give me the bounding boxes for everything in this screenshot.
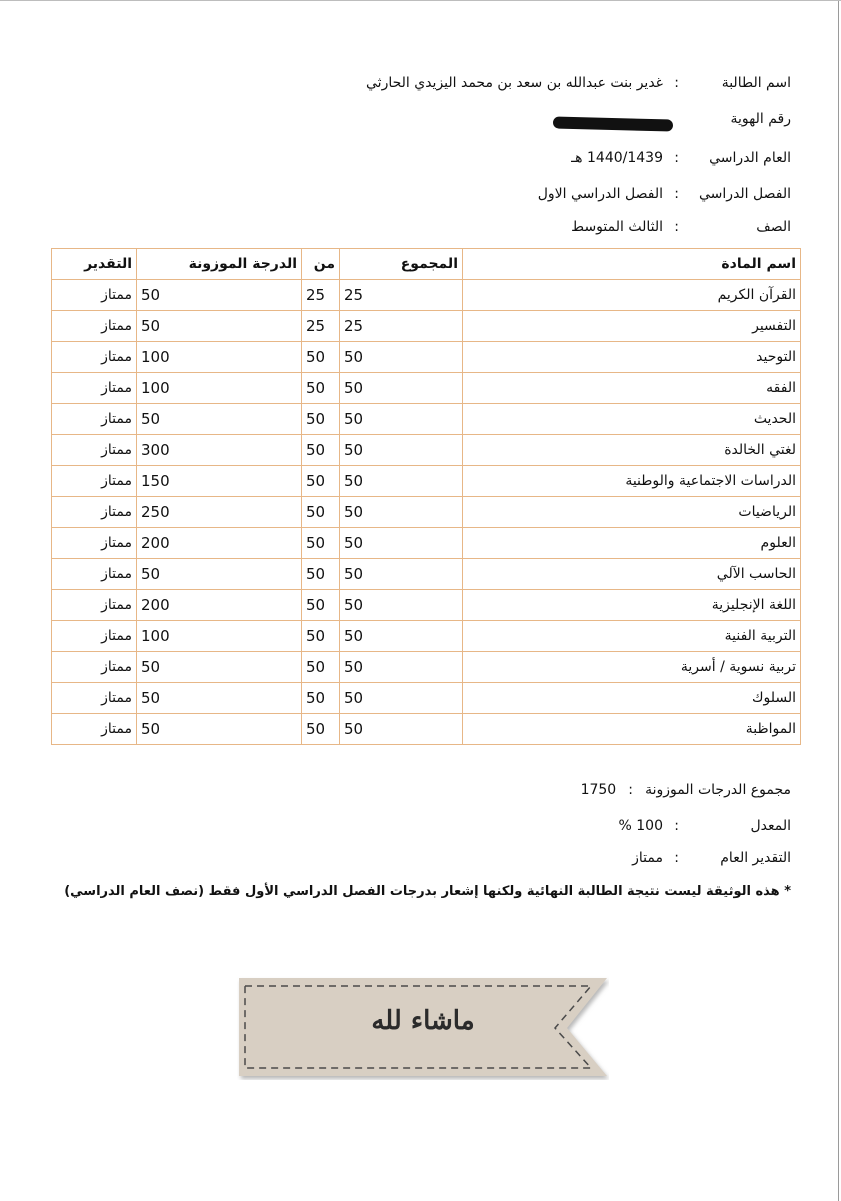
- disclaimer-note: * هذه الوثيقة ليست نتيجة الطالبة النهائية ولكنها إشعار بدرجات الفصل الدراسي الأول فقط (نصف العام الدراسي): [64, 884, 791, 899]
- class-row: الصف:الثالث المتوسط: [571, 219, 791, 235]
- grade-cell: ممتاز: [52, 342, 137, 373]
- grade-cell: ممتاز: [52, 559, 137, 590]
- year-label: العام الدراسي: [709, 150, 791, 166]
- weighted-cell: 250: [137, 497, 302, 528]
- table-row: [52, 528, 801, 559]
- weighted-cell: 50: [137, 714, 302, 745]
- weighted-sum-value: 1750: [580, 782, 617, 798]
- total-cell: 50: [340, 528, 463, 559]
- grade-cell: ممتاز: [52, 652, 137, 683]
- weighted-sum-row: مجموع الدرجات الموزونة : 1750: [580, 782, 791, 798]
- from-cell: 25: [302, 280, 340, 311]
- overall-grade-label: التقدير العام: [720, 850, 791, 866]
- grade-cell: ممتاز: [52, 590, 137, 621]
- weighted-cell: 200: [137, 590, 302, 621]
- header-from: من: [302, 249, 340, 280]
- from-cell: 50: [302, 621, 340, 652]
- subject-cell: القرآن الكريم: [463, 280, 801, 311]
- total-cell: 25: [340, 280, 463, 311]
- subject-cell: الرياضيات: [463, 497, 801, 528]
- term-row: الفصل الدراسي:الفصل الدراسي الاول: [537, 186, 791, 202]
- weighted-cell: 200: [137, 528, 302, 559]
- year-row: العام الدراسي:1440/1439 هـ: [571, 150, 791, 166]
- grade-cell: ممتاز: [52, 528, 137, 559]
- table-row: [52, 559, 801, 590]
- total-cell: 50: [340, 373, 463, 404]
- header-subject: اسم المادة: [463, 249, 801, 280]
- total-cell: 50: [340, 559, 463, 590]
- weighted-cell: 50: [137, 652, 302, 683]
- total-cell: 50: [340, 404, 463, 435]
- grade-cell: ممتاز: [52, 466, 137, 497]
- header-grade: التقدير: [52, 249, 137, 280]
- weighted-cell: 100: [137, 621, 302, 652]
- table-row: [52, 435, 801, 466]
- total-cell: 50: [340, 466, 463, 497]
- total-cell: 50: [340, 342, 463, 373]
- table-row: [52, 280, 801, 311]
- table-row: [52, 683, 801, 714]
- subject-cell: التفسير: [463, 311, 801, 342]
- from-cell: 50: [302, 342, 340, 373]
- from-cell: 50: [302, 559, 340, 590]
- from-cell: 50: [302, 714, 340, 745]
- table-row: [52, 311, 801, 342]
- subject-cell: الدراسات الاجتماعية والوطنية: [463, 466, 801, 497]
- from-cell: 25: [302, 311, 340, 342]
- table-row: [52, 497, 801, 528]
- weighted-cell: 100: [137, 373, 302, 404]
- average-label: المعدل: [750, 818, 791, 834]
- class-value: الثالث المتوسط: [571, 219, 663, 235]
- subject-cell: الفقه: [463, 373, 801, 404]
- weighted-sum-label: مجموع الدرجات الموزونة: [645, 782, 791, 798]
- weighted-cell: 300: [137, 435, 302, 466]
- grade-cell: ممتاز: [52, 280, 137, 311]
- subject-cell: تربية نسوية / أسرية: [463, 652, 801, 683]
- table-row: [52, 342, 801, 373]
- grade-cell: ممتاز: [52, 435, 137, 466]
- weighted-cell: 50: [137, 311, 302, 342]
- overall-grade-row: التقدير العام:ممتاز: [632, 850, 791, 866]
- total-cell: 50: [340, 497, 463, 528]
- subject-cell: السلوك: [463, 683, 801, 714]
- term-value: الفصل الدراسي الاول: [537, 186, 663, 202]
- subject-cell: الحاسب الآلي: [463, 559, 801, 590]
- total-cell: 25: [340, 311, 463, 342]
- total-cell: 50: [340, 714, 463, 745]
- total-cell: 50: [340, 621, 463, 652]
- student-name-label: اسم الطالبة: [721, 75, 791, 91]
- table-row: [52, 621, 801, 652]
- total-cell: 50: [340, 590, 463, 621]
- from-cell: 50: [302, 466, 340, 497]
- year-value: 1440/1439 هـ: [571, 150, 663, 166]
- weighted-cell: 50: [137, 280, 302, 311]
- total-cell: 50: [340, 652, 463, 683]
- from-cell: 50: [302, 404, 340, 435]
- weighted-cell: 50: [137, 559, 302, 590]
- from-cell: 50: [302, 373, 340, 404]
- student-name-value: غدير بنت عبدالله بن سعد بن محمد اليزيدي الحارثي: [366, 75, 663, 91]
- subject-cell: التربية الفنية: [463, 621, 801, 652]
- from-cell: 50: [302, 435, 340, 466]
- table-row: [52, 714, 801, 745]
- subject-cell: العلوم: [463, 528, 801, 559]
- grade-cell: ممتاز: [52, 404, 137, 435]
- subject-cell: لغتي الخالدة: [463, 435, 801, 466]
- weighted-cell: 50: [137, 404, 302, 435]
- subject-cell: الحديث: [463, 404, 801, 435]
- total-cell: 50: [340, 683, 463, 714]
- grades-table: [51, 248, 801, 745]
- grades-body: [52, 280, 801, 745]
- banner-text: ماشاء لله: [371, 1006, 475, 1036]
- weighted-cell: 50: [137, 683, 302, 714]
- grade-cell: ممتاز: [52, 621, 137, 652]
- table-row: [52, 373, 801, 404]
- class-label: الصف: [756, 219, 791, 235]
- grade-cell: ممتاز: [52, 311, 137, 342]
- table-row: [52, 590, 801, 621]
- total-cell: 50: [340, 435, 463, 466]
- overall-grade-value: ممتاز: [632, 850, 663, 866]
- table-header-row: [52, 249, 801, 280]
- id-label: رقم الهوية: [730, 111, 791, 127]
- header-total: المجموع: [340, 249, 463, 280]
- subject-cell: التوحيد: [463, 342, 801, 373]
- grade-cell: ممتاز: [52, 373, 137, 404]
- from-cell: 50: [302, 683, 340, 714]
- grade-cell: ممتاز: [52, 683, 137, 714]
- weighted-cell: 150: [137, 466, 302, 497]
- student-name-row: اسم الطالبة:غدير بنت عبدالله بن سعد بن محمد اليزيدي الحارثي: [366, 75, 791, 91]
- from-cell: 50: [302, 497, 340, 528]
- table-row: [52, 404, 801, 435]
- from-cell: 50: [302, 590, 340, 621]
- grade-cell: ممتاز: [52, 714, 137, 745]
- grade-cell: ممتاز: [52, 497, 137, 528]
- average-row: المعدل:100 %: [618, 818, 791, 834]
- average-value: 100 %: [618, 818, 663, 834]
- from-cell: 50: [302, 528, 340, 559]
- from-cell: 50: [302, 652, 340, 683]
- subject-cell: المواظبة: [463, 714, 801, 745]
- subject-cell: اللغة الإنجليزية: [463, 590, 801, 621]
- term-label: الفصل الدراسي: [699, 186, 791, 202]
- weighted-cell: 100: [137, 342, 302, 373]
- table-row: [52, 466, 801, 497]
- table-row: [52, 652, 801, 683]
- header-weighted: الدرجة الموزونة: [137, 249, 302, 280]
